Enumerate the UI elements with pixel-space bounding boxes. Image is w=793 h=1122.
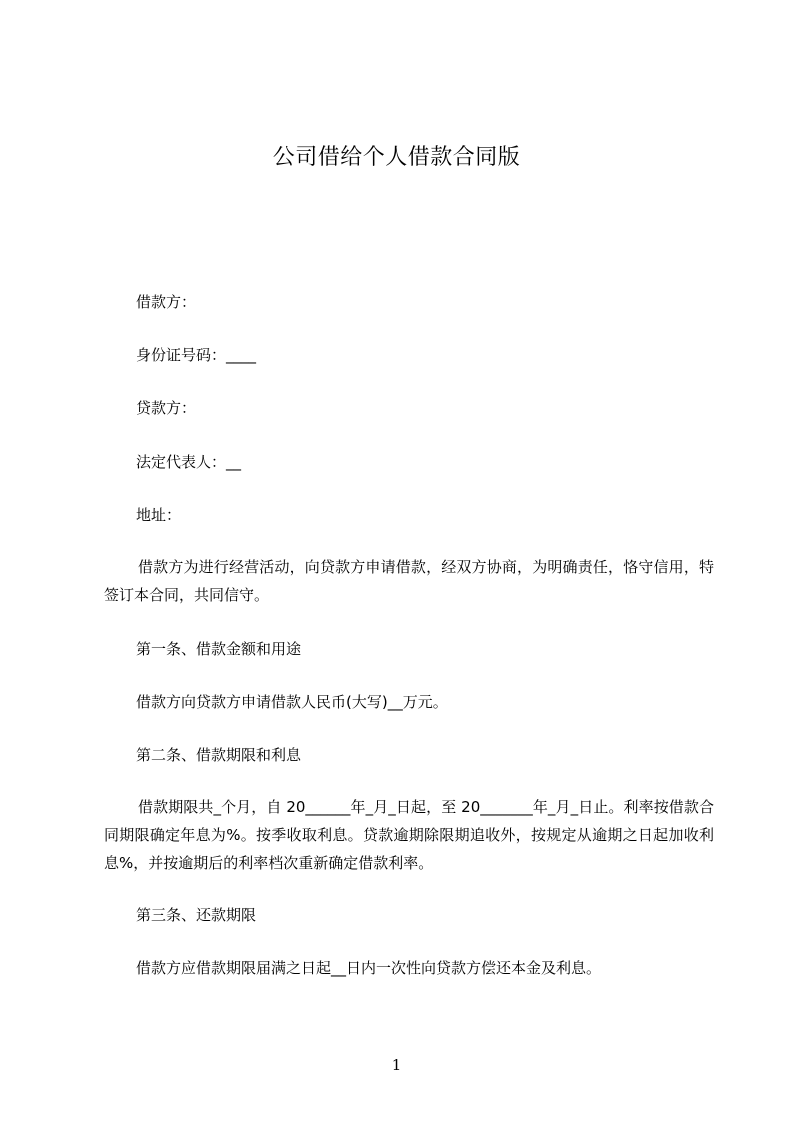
page-number: 1 [391, 1056, 402, 1074]
article-1-heading: 第一条、借款金额和用途 [136, 640, 302, 658]
article-2-body: 借款期限共_个月，自 20______年_月_日起，至 20_______年_月_日止。利率按借款合同期限确定年息为%。按季收取利息。贷款逾期除限期追收外，按规定从逾期之日起加收利息%，并按逾期后的利率档次重新确定借款利率。 [104, 798, 714, 872]
article-3-body: 借款方应借款期限届满之日起__日内一次性向贷款方偿还本金及利息。 [136, 959, 602, 977]
id-number-field: 身份证号码：____ [136, 346, 257, 364]
borrower-field: 借款方： [136, 293, 197, 311]
article-3-heading: 第三条、还款期限 [136, 906, 257, 924]
intro-paragraph: 借款方为进行经营活动，向贷款方申请借款，经双方协商，为明确责任，恪守信用，特签订本合同，共同信守。 [104, 558, 714, 604]
lender-field: 贷款方： [136, 399, 197, 417]
article-1-body: 借款方向贷款方申请借款人民币(大写)__万元。 [136, 693, 448, 711]
document-title: 公司借给个人借款合同版 [272, 145, 521, 170]
article-2-heading: 第二条、借款期限和利息 [136, 746, 302, 764]
legal-representative-field: 法定代表人：__ [136, 453, 242, 471]
address-field: 地址： [136, 506, 182, 524]
